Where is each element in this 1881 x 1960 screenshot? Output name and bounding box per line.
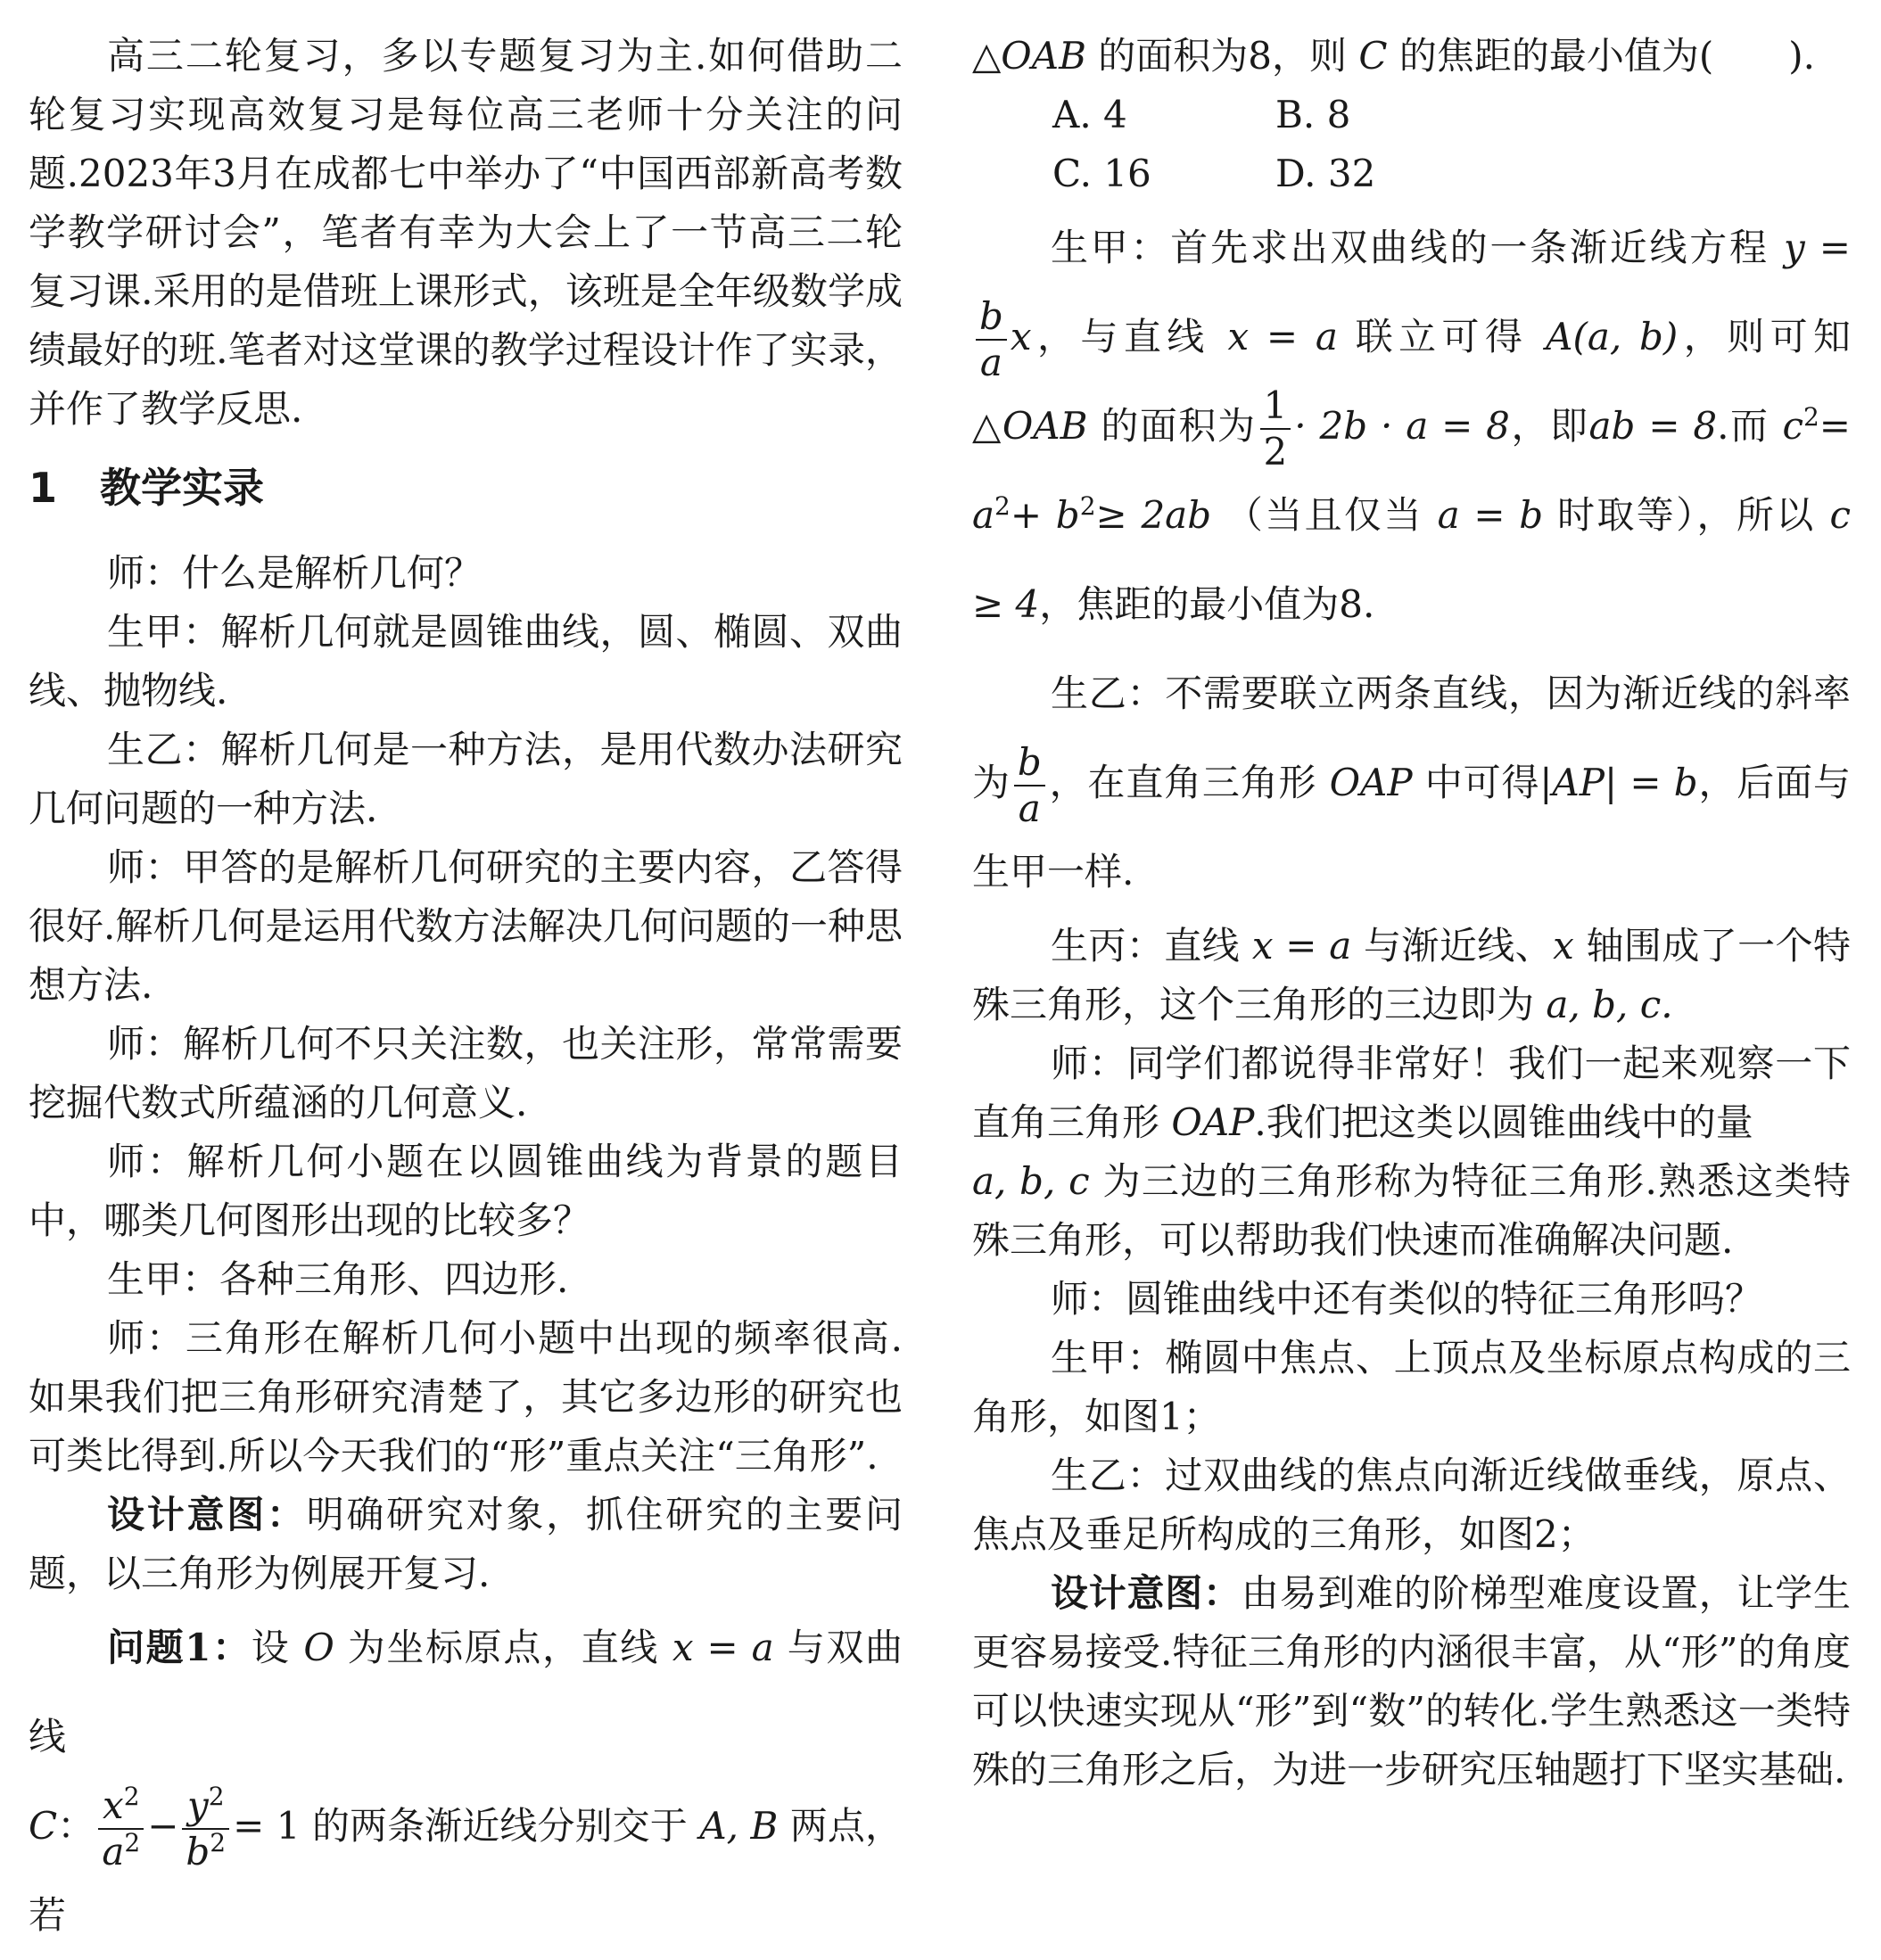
math-expr: |AP| = b <box>1539 761 1698 804</box>
math-expr: c ≥ 4 <box>972 493 1851 626</box>
answer-text: （当且仅当 <box>1225 493 1423 537</box>
dialogue-student-b-1: 生乙：解析几何是一种方法，是用代数办法研究几何问题的一种方法. <box>29 728 903 830</box>
answer-student-c <box>972 917 1851 1034</box>
dialogue-student-b-2: 生乙：过双曲线的焦点向渐近线做垂线，原点、焦点及垂足所构成的三角形，如图2； <box>972 1454 1851 1556</box>
dialogue-teacher-1: 师：什么是解析几何？ <box>107 551 483 595</box>
math-expr: x = a <box>672 1626 774 1669</box>
answer-text: ，与直线 <box>1031 315 1210 358</box>
answer-text: .而 <box>1717 404 1770 448</box>
math-var: b <box>1017 740 1042 784</box>
design-intent-label: 设计意图： <box>107 1493 307 1536</box>
math-var: x <box>1553 924 1574 968</box>
math-var: x <box>1010 315 1032 358</box>
math-expr: ≥ 2ab <box>1095 493 1212 537</box>
math-num: 1 <box>1260 387 1291 430</box>
option-b: B. 8 <box>1275 93 1351 136</box>
fraction <box>1014 740 1045 830</box>
math-exp: 2 <box>1079 491 1096 521</box>
answer-text: 与渐近线、 <box>1364 924 1554 968</box>
problem-text: 设 <box>251 1626 291 1669</box>
math-expr: a, b, c. <box>1546 983 1673 1026</box>
answer-text: 中可得 <box>1424 761 1540 804</box>
math-expr: · 2b · a = 8 <box>1294 404 1510 448</box>
math-expr: y = <box>1783 226 1851 269</box>
intro-paragraph: 高三二轮复习，多以专题复习为主.如何借助二轮复习实现高效复习是每位高三老师十分关注的问题.2023年3月在成都七中举办了“中国西部新高考数学教学研讨会”，笔者有幸为大会上了一节高三二轮复习课.采用的是借班上课形式，该班是全年级数学成绩最好的班.笔者对这堂课的教学过程设计作了实录，并作了教学反思. <box>29 34 903 431</box>
math-expr: ab = 8 <box>1588 404 1718 448</box>
math-var: b <box>979 294 1003 338</box>
math-var: O <box>303 1626 334 1669</box>
design-intent-text: 明确研究对象，抓住研究的主要问题，以三角形为例展开复习. <box>29 1493 903 1595</box>
math-expr: x = a <box>1251 924 1352 968</box>
math-var: a <box>979 341 1002 384</box>
design-intent-label: 设计意图： <box>1051 1571 1242 1615</box>
problem-text: 为坐标原点，直线 <box>347 1626 659 1669</box>
math-var: y <box>186 1783 209 1827</box>
math-exp: 2 <box>1803 402 1819 432</box>
design-intent-2 <box>972 1564 1851 1799</box>
option-c: C. 16 <box>1052 152 1151 195</box>
dialogue-text: .我们把这类以圆锥曲线中的量 <box>1254 1100 1753 1144</box>
math-expr: x = a <box>1227 315 1338 358</box>
problem-text: 的面积为8，则 <box>1098 34 1348 78</box>
math-expr: A(a, b) <box>1546 315 1679 358</box>
dialogue-teacher-6 <box>972 1034 1851 1270</box>
math-exp: 2 <box>123 1782 140 1811</box>
math-var: c <box>1782 404 1803 448</box>
answer-text: 生甲：首先求出双曲线的一条渐近线方程 <box>1051 226 1770 269</box>
dialogue-teacher-5: 师：三角形在解析几何小题中出现的频率很高.如果我们把三角形研究清楚了，其它多边形的研究也可类比得到.所以今天我们的“形”重点关注“三角形”. <box>29 1316 903 1478</box>
answer-text: 的面积为 <box>1101 404 1257 448</box>
answer-student-a <box>972 203 1851 649</box>
math-exp: 2 <box>208 1782 225 1811</box>
answer-text: ，即 <box>1509 404 1589 448</box>
design-intent-text: 由易到难的阶梯型难度设置，让学生更容易接受.特征三角形的内涵很丰富，从“形”的角度可以快速实现从“形”到“数”的转化.学生熟悉这一类特殊的三角形之后，为进一步研究压轴题打下坚实基础. <box>972 1571 1851 1791</box>
right-column <box>972 27 1851 1799</box>
answer-text: 轴围成了一个特殊三角形，这个三角形的三边即为 <box>972 924 1851 1026</box>
answer-text: 联立可得 <box>1355 315 1529 358</box>
dialogue-text: 为三边的三角形称为特征三角形.熟悉这类特殊三角形，可以帮助我们快速而准确解决问题. <box>972 1159 1851 1262</box>
math-expr: = a <box>972 404 1851 537</box>
problem-1-continued <box>972 27 1851 86</box>
math-op: − <box>147 1804 179 1848</box>
math-var: A, B <box>699 1804 779 1848</box>
math-expr: a, b, c <box>972 1159 1090 1203</box>
dialogue-student-a-3: 生甲：椭圆中焦点、上顶点及坐标原点构成的三角形，如图1； <box>972 1336 1851 1438</box>
option-d: D. 32 <box>1275 152 1376 195</box>
answer-text: ，后面与生甲一样. <box>972 761 1851 894</box>
math-expr: △OAB <box>972 34 1086 78</box>
answer-text: 时取等），所以 <box>1556 493 1816 537</box>
math-expr: a = b <box>1437 493 1544 537</box>
dialogue-student-a-2: 生甲：各种三角形、四边形. <box>107 1257 569 1301</box>
fraction <box>98 1782 144 1874</box>
problem-text: 的焦距的最小值为( ). <box>1398 34 1816 78</box>
option-a: A. 4 <box>1052 93 1127 136</box>
answer-text: 生乙：不需要联立两条直线，因为渐近线的斜率为 <box>972 671 1851 804</box>
answer-text: ，焦距的最小值为8. <box>1039 582 1375 626</box>
answer-text: ，在直角三角形 <box>1048 761 1317 804</box>
dialogue-teacher-4: 师：解析几何小题在以圆锥曲线为背景的题目中，哪类几何图形出现的比较多？ <box>29 1140 903 1242</box>
math-expr: + b <box>1010 493 1080 537</box>
fraction <box>182 1782 229 1874</box>
math-var: a <box>102 1830 125 1874</box>
math-num: 2 <box>1263 430 1288 474</box>
dialogue-teacher-7: 师：圆锥曲线中还有类似的特征三角形吗？ <box>1051 1277 1763 1321</box>
math-var: a <box>1018 786 1041 830</box>
math-expr: △OAB <box>972 404 1088 448</box>
answer-text: 生丙：直线 <box>1051 924 1241 968</box>
fraction <box>1260 383 1291 474</box>
math-var: C <box>1358 34 1388 78</box>
math-var: b <box>186 1830 210 1874</box>
section-number: 1 <box>29 464 58 512</box>
answer-student-b <box>972 649 1851 917</box>
math-var: OAP <box>1171 1100 1255 1144</box>
math-var: C <box>29 1804 58 1848</box>
problem-1: 问题1：设 O 为坐标原点，直线 x = a 与双曲线 C： $\frac{x^2}{a^2}$ − $\frac{y^2}{b^2}$ = 1 的两条渐近线分别交于 A, B 两点，若 <box>29 1626 903 1937</box>
problem-label: 问题1： <box>107 1626 252 1669</box>
fraction <box>976 294 1007 384</box>
math-var: x <box>103 1783 124 1827</box>
section-title: 教学实录 <box>100 464 264 512</box>
math-exp: 2 <box>124 1828 141 1857</box>
dialogue-student-a-1: 生甲：解析几何就是圆锥曲线，圆、椭圆、双曲线、抛物线. <box>29 610 903 712</box>
math-op: = 1 <box>233 1804 301 1848</box>
problem-text: 与双曲线 <box>29 1626 903 1758</box>
section-heading <box>29 458 903 517</box>
options-row-2 <box>972 144 1851 203</box>
problem-text: 的两条渐近线分别交于 <box>311 1804 688 1848</box>
math-var: OAP <box>1329 761 1413 804</box>
answer-text: ，则可知 <box>1678 315 1851 358</box>
dialogue-teacher-2: 师：甲答的是解析几何研究的主要内容，乙答得很好.解析几何是运用代数方法解决几何问题的一种思想方法. <box>29 845 903 1007</box>
left-column <box>29 27 903 1960</box>
math-exp: 2 <box>994 491 1011 521</box>
options-row-1 <box>972 86 1851 144</box>
dialogue-teacher-3: 师：解析几何不只关注数，也关注形，常常需要挖掘代数式所蕴涵的几何意义. <box>29 1022 903 1124</box>
design-intent-1 <box>29 1486 903 1603</box>
dialogue-text: 师：同学们都说得非常好！我们一起来观察一下直角三角形 <box>972 1042 1851 1144</box>
math-exp: 2 <box>210 1828 227 1857</box>
problem-text: 两点，若 <box>29 1804 903 1937</box>
